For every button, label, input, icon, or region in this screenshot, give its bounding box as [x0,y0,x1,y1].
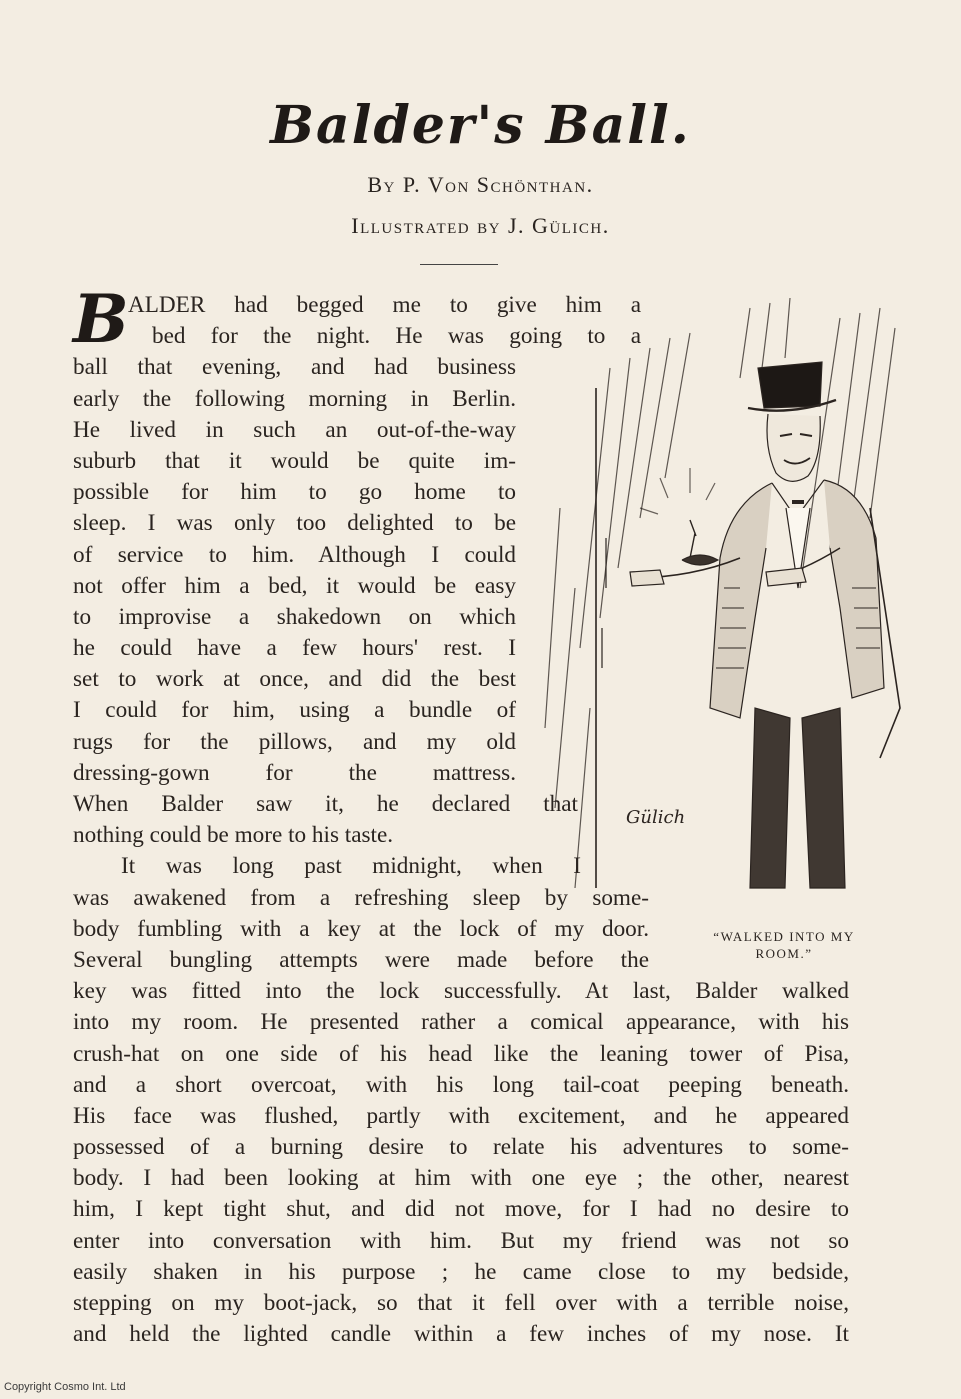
text-line: early the following morning in Berlin. [73,385,516,412]
text-line: easily shaken in his purpose ; he came close to my bedside, [73,1258,849,1285]
text-line: ALDER had begged me to give him a [128,292,641,318]
text-line: He lived in such an out-of-the-way [73,416,516,443]
text-line: ball that evening, and had business [73,354,516,381]
text-line: not offer him a bed, it would be easy [73,572,516,599]
text-line: enter into conversation with him. But my friend was not so [73,1227,849,1254]
text-line: dressing-gown for the mattress. [73,759,516,786]
text-line: he could have a few hours' rest. I [73,635,516,662]
article-title: Balder's Ball. [270,95,691,156]
caption-line-1: “WALKED INTO MY [713,929,855,944]
drop-cap: B [73,280,129,358]
text-line: It was long past midnight, when I [121,853,581,880]
text-line: and held the lighted candle within a few inches of my nose. It [73,1321,849,1348]
artist-signature: Gülich [626,807,686,828]
caption-line-2: ROOM.” [755,946,813,961]
illustration-caption [700,928,868,962]
text-line: His face was flushed, partly with excitement, and he appeared [73,1102,849,1129]
text-line: Several bungling attempts were made before the [73,946,649,973]
text-line: key was fitted into the lock successfully. At last, Balder walked [73,978,849,1005]
text-line: suburb that it would be quite im- [73,447,516,474]
copyright-credit: Copyright Cosmo Int. Ltd [0,1380,130,1394]
text-line: possessed of a burning desire to relate his adventures to some- [73,1134,849,1161]
text-line: I could for him, using a bundle of [73,697,516,724]
text-line: to improvise a shakedown on which [73,603,516,630]
text-line: sleep. I was only too delighted to be [73,510,516,537]
illustrator-credit: Illustrated by J. Gülich. [351,213,610,238]
text-line: stepping on my boot-jack, so that it fell over with a terrible noise, [73,1290,849,1316]
text-line: was awakened from a refreshing sleep by some- [73,884,649,911]
text-line: of service to him. Although I could [73,541,516,568]
text-line: body. I had been looking at him with one eye ; the other, nearest [73,1165,849,1192]
text-line: rugs for the pillows, and my old [73,728,516,755]
text-line: crush-hat on one side of his head like the leaning tower of Pisa, [73,1040,849,1067]
text-line: When Balder saw it, he declared that [73,791,578,817]
text-line: into my room. He presented rather a comical appearance, with his [73,1009,849,1036]
text-line: nothing could be more to his taste. [73,822,394,849]
title-rule [420,264,498,265]
text-line: bed for the night. He was going to a [152,323,641,350]
text-line: him, I kept tight shut, and did not move, for I had no desire to [73,1196,849,1223]
text-line: and a short overcoat, with his long tail-coat peeping beneath. [73,1071,849,1098]
text-line: body fumbling with a key at the lock of my door. [73,915,649,942]
author-byline: By P. Von Schönthan. [367,172,594,197]
man-with-candle-illustration [540,288,912,908]
text-line: set to work at once, and did the best [73,666,516,693]
text-line: possible for him to go home to [73,479,516,506]
